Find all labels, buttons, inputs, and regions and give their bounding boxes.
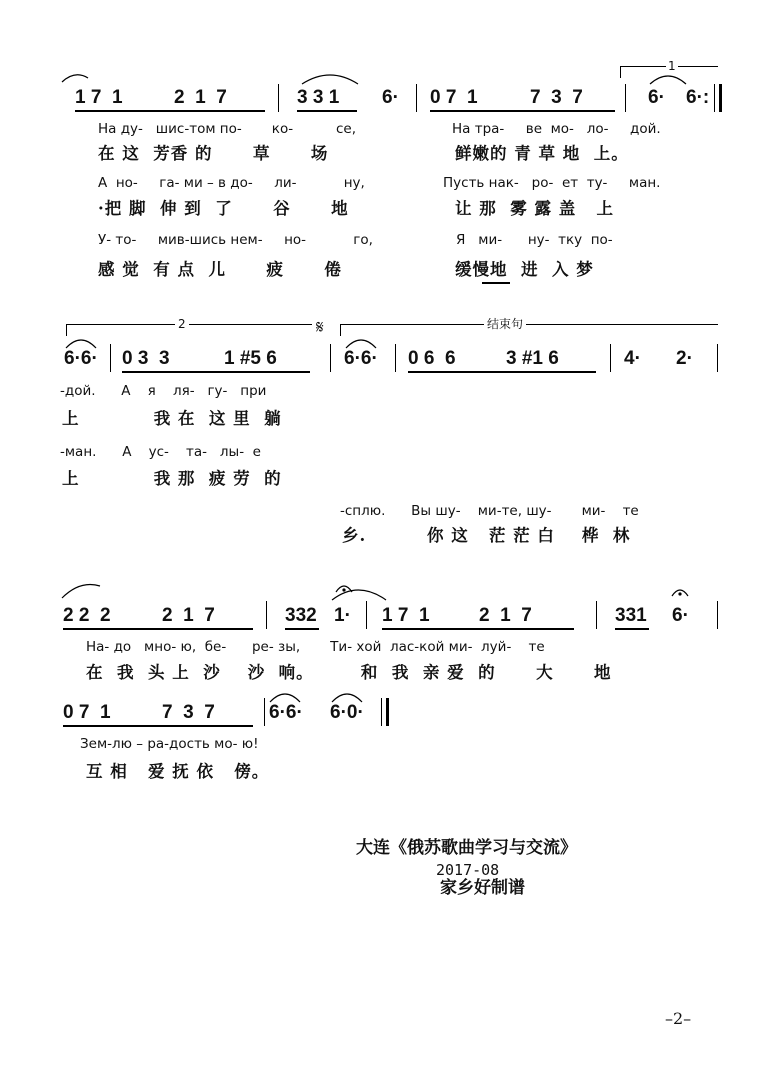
underline bbox=[285, 628, 319, 630]
measure-r3-4a: 331 bbox=[615, 605, 647, 626]
lyric-ru-r2-v2: -ман. А ус- та- лы- е bbox=[60, 444, 261, 460]
underline bbox=[63, 725, 253, 727]
underline bbox=[122, 371, 310, 373]
measure-r3-3b: 2 1 7 bbox=[479, 605, 532, 626]
measure-r1-1b: 2 1 7 bbox=[174, 87, 227, 108]
lyric-ru-r4: Зем-лю – ра-дость мо- ю! bbox=[80, 736, 259, 752]
lyric-zh-r2-v2: 上 我 那 疲 劳 的 bbox=[62, 469, 282, 488]
underline bbox=[75, 110, 265, 112]
barline bbox=[395, 344, 396, 372]
barline bbox=[596, 601, 597, 629]
measure-r1-4b: 6·: bbox=[686, 87, 710, 108]
lyric-ru-r1-v3-right: Я ми- ну- тку по- bbox=[456, 232, 613, 248]
lyric-zh-r2-tail: 乡. 你 这 茫 茫 白 桦 林 bbox=[342, 526, 631, 545]
measure-r1-3b: 7 3 7 bbox=[530, 87, 583, 108]
lyric-ru-r1-v1-right: На тра- ве мо- ло- дой. bbox=[452, 121, 661, 137]
measure-r2-4a: 0 6 6 bbox=[408, 348, 456, 369]
measure-r1-1a: 1 7 1 bbox=[75, 87, 123, 108]
final-barline bbox=[386, 698, 389, 726]
lyric-ru-r3: На- до мно- ю, бе- ре- зы, Ти- хой лас-кой ми- луй- те bbox=[86, 639, 545, 655]
measure-r2-2a: 0 3 3 bbox=[122, 348, 170, 369]
measure-r4-1a: 0 7 1 bbox=[63, 702, 111, 723]
lyric-ru-r1-v2-right: Пусть нак- ро- ет ту- ман. bbox=[443, 175, 661, 191]
barline bbox=[278, 84, 279, 112]
volta-bracket bbox=[66, 324, 312, 325]
volta-bracket bbox=[620, 66, 621, 78]
underline bbox=[615, 628, 649, 630]
lyric-zh-r1-v2: ·把 脚 伸 到 了 谷 地 bbox=[98, 199, 349, 218]
measure-r2-1: 6·6· bbox=[64, 348, 98, 369]
barline bbox=[330, 344, 331, 372]
barline bbox=[717, 344, 718, 372]
volta-number: 2 bbox=[175, 318, 189, 330]
lyric-zh-r1-v1-right: 鲜嫩的 青 草 地 上。 bbox=[455, 144, 629, 163]
measure-r3-3a: 1 7 1 bbox=[382, 605, 430, 626]
barline bbox=[110, 344, 111, 372]
measure-r1-4a: 6· bbox=[648, 87, 665, 108]
slur-r1-a bbox=[60, 68, 90, 88]
barline bbox=[266, 601, 267, 629]
underline bbox=[430, 110, 615, 112]
fermata-icon bbox=[334, 580, 354, 596]
measure-r1-3a: 0 7 1 bbox=[430, 87, 478, 108]
measure-r2-2b: 1 #5 6 bbox=[224, 348, 277, 369]
measure-r1-2b: 6· bbox=[382, 87, 399, 108]
lyric-ru-r2-v1: -дой. А я ля- гу- при bbox=[60, 383, 267, 399]
measure-r2-5b: 2· bbox=[676, 348, 693, 369]
lyric-ru-r1-v3: У- то- мив-шись нем- но- го, bbox=[98, 232, 373, 248]
measure-r4-3: 6·0· bbox=[330, 702, 364, 723]
slur-r1-b bbox=[300, 68, 360, 88]
measure-r3-2b: 1· bbox=[334, 605, 351, 626]
lyric-zh-r1-v1: 在 这 芳香 的 草 场 bbox=[98, 144, 329, 163]
lyric-zh-r2-v1: 上 我 在 这 里 躺 bbox=[62, 409, 282, 428]
fermata-icon bbox=[670, 584, 690, 600]
underline bbox=[297, 110, 357, 112]
barline bbox=[381, 698, 382, 726]
barline bbox=[714, 84, 715, 112]
measure-r2-3: 6·6· bbox=[344, 348, 378, 369]
ending-bracket bbox=[340, 324, 718, 325]
lyric-zh-r1-v3-right: 缓慢地 进 入 梦 bbox=[455, 260, 594, 279]
volta-number: 1 bbox=[668, 59, 676, 73]
barline bbox=[610, 344, 611, 372]
measure-r2-4b: 3 #1 6 bbox=[506, 348, 559, 369]
repeat-barline bbox=[719, 84, 722, 112]
lyric-ru-r1-v2: А но- га- ми – в до- ли- ну, bbox=[98, 175, 365, 191]
ending-label: 结束句 bbox=[484, 318, 526, 330]
credit-arranger: 家乡好制谱 bbox=[440, 878, 525, 898]
barline bbox=[717, 601, 718, 629]
underline bbox=[63, 628, 253, 630]
measure-r1-2a: 3 3 1 bbox=[297, 87, 340, 108]
underline bbox=[408, 371, 596, 373]
barline bbox=[366, 601, 367, 629]
measure-r3-1b: 2 1 7 bbox=[162, 605, 215, 626]
lyric-zh-r3: 在 我 头 上 沙 沙 响。 和 我 亲 爱 的 大 地 bbox=[86, 663, 612, 682]
measure-r3-1a: 2 2 2 bbox=[63, 605, 111, 626]
barline bbox=[416, 84, 417, 112]
measure-r4-2: 6·6· bbox=[269, 702, 303, 723]
credit-date: 2017-08 bbox=[436, 861, 500, 879]
measure-r3-4b: 6· bbox=[672, 605, 689, 626]
underline bbox=[482, 282, 510, 284]
lyric-zh-r4: 互 相 爱 抚 依 傍。 bbox=[86, 762, 270, 781]
page-number: –2– bbox=[665, 1009, 692, 1028]
lyric-zh-r1-v2-right: 让 那 雾 露 盖 上 bbox=[455, 199, 614, 218]
slur-r3-a bbox=[60, 578, 150, 602]
lyric-ru-r2-tail: -сплю. Вы шу- ми-те, шу- ми- те bbox=[340, 503, 639, 519]
lyric-ru-r1-v1: На ду- шис-том по- ко- се, bbox=[98, 121, 357, 137]
measure-r4-1b: 7 3 7 bbox=[162, 702, 215, 723]
barline bbox=[264, 698, 265, 726]
ending-bracket bbox=[340, 324, 341, 336]
measure-r3-2a: 332 bbox=[285, 605, 317, 626]
segno-icon: 𝄋 bbox=[316, 317, 324, 338]
credit-source: 大连《俄苏歌曲学习与交流》 bbox=[356, 838, 577, 858]
barline bbox=[625, 84, 626, 112]
lyric-zh-r1-v3: 感 觉 有 点 儿 疲 倦 bbox=[98, 260, 342, 279]
measure-r2-5a: 4· bbox=[624, 348, 641, 369]
underline bbox=[382, 628, 574, 630]
